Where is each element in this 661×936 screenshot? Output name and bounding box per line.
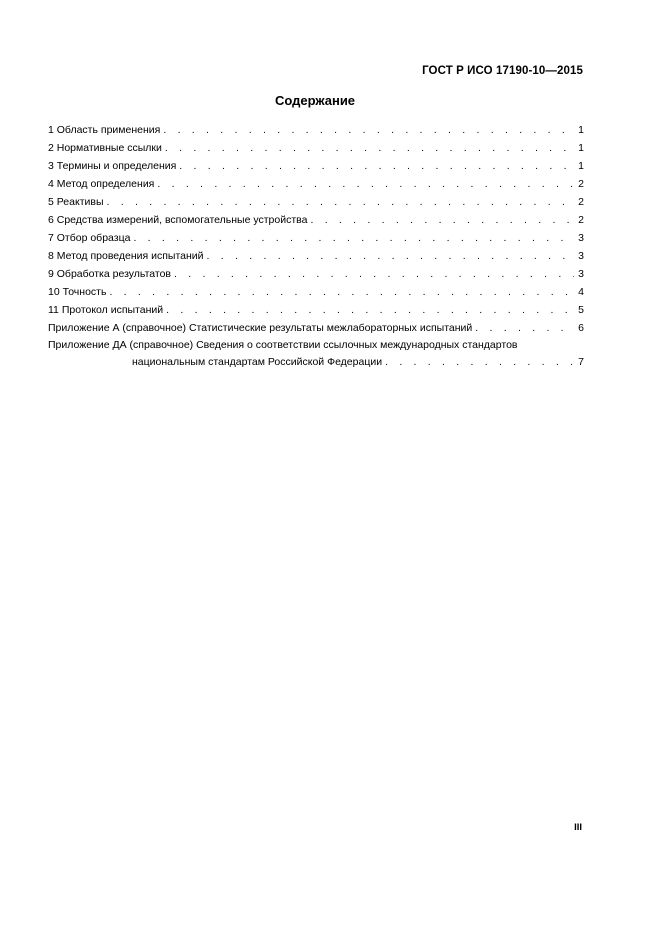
dot-leader bbox=[174, 265, 574, 283]
toc-entry-page: 2 bbox=[578, 214, 584, 226]
toc-entry[interactable] bbox=[48, 283, 584, 301]
toc-entry-label: 3 Термины и определения bbox=[48, 157, 179, 175]
toc-entry-page: 3 bbox=[578, 232, 584, 244]
dot-leader bbox=[207, 247, 575, 265]
toc-entry[interactable] bbox=[48, 175, 584, 193]
toc-entry-label: 2 Нормативные ссылки bbox=[48, 139, 165, 157]
table-of-contents bbox=[48, 121, 584, 371]
toc-entry-page: 1 bbox=[578, 124, 584, 136]
toc-entry-label: Приложение А (справочное) Статистические результаты межлабораторных испытаний bbox=[48, 319, 475, 337]
toc-entry-page: 2 bbox=[578, 178, 584, 190]
dot-leader bbox=[166, 301, 574, 319]
toc-entry-multiline[interactable] bbox=[48, 337, 584, 371]
dot-leader bbox=[107, 193, 575, 211]
toc-entry-page: 1 bbox=[578, 160, 584, 172]
toc-entry-page: 7 bbox=[578, 356, 584, 368]
toc-entry[interactable] bbox=[48, 265, 584, 283]
toc-entry-continuation bbox=[48, 353, 584, 371]
toc-entry[interactable] bbox=[48, 157, 584, 175]
toc-entry[interactable] bbox=[48, 121, 584, 139]
toc-entry-label: 10 Точность bbox=[48, 283, 109, 301]
toc-entry-label: 8 Метод проведения испытаний bbox=[48, 247, 207, 265]
toc-entry-label: 5 Реактивы bbox=[48, 193, 107, 211]
toc-entry-page: 3 bbox=[578, 250, 584, 262]
page-number: III bbox=[574, 822, 582, 833]
dot-leader bbox=[109, 283, 574, 301]
document-code: ГОСТ Р ИСО 17190-10—2015 bbox=[422, 65, 583, 77]
toc-entry[interactable] bbox=[48, 211, 584, 229]
toc-entry-page: 1 bbox=[578, 142, 584, 154]
toc-entry[interactable] bbox=[48, 139, 584, 157]
toc-entry-page: 4 bbox=[578, 286, 584, 298]
dot-leader bbox=[165, 139, 574, 157]
dot-leader bbox=[310, 211, 574, 229]
toc-entry[interactable] bbox=[48, 193, 584, 211]
toc-entry-label: 7 Отбор образца bbox=[48, 229, 133, 247]
toc-entry-page: 3 bbox=[578, 268, 584, 280]
toc-entry-page: 6 bbox=[578, 322, 584, 334]
toc-entry-page: 2 bbox=[578, 196, 584, 208]
toc-entry-label: 9 Обработка результатов bbox=[48, 265, 174, 283]
toc-entry[interactable] bbox=[48, 301, 584, 319]
toc-entry-label: 1 Область применения bbox=[48, 121, 163, 139]
dot-leader bbox=[179, 157, 574, 175]
toc-entry-label: 4 Метод определения bbox=[48, 175, 157, 193]
dot-leader bbox=[157, 175, 574, 193]
dot-leader bbox=[385, 353, 574, 371]
toc-entry-first-line bbox=[48, 337, 584, 353]
toc-entry-page: 5 bbox=[578, 304, 584, 316]
dot-leader bbox=[475, 319, 574, 337]
toc-entry-label: Приложение ДА (справочное) Сведения о соответствии ссылочных международных стандартов bbox=[48, 337, 521, 353]
toc-entry-label: 11 Протокол испытаний bbox=[48, 301, 166, 319]
toc-entry-label: 6 Средства измерений, вспомогательные устройства bbox=[48, 211, 310, 229]
toc-entry[interactable] bbox=[48, 319, 584, 337]
dot-leader bbox=[133, 229, 574, 247]
toc-entry[interactable] bbox=[48, 229, 584, 247]
toc-entry-label-continuation: национальным стандартам Российской Федерации bbox=[132, 353, 385, 371]
toc-entry[interactable] bbox=[48, 247, 584, 265]
dot-leader bbox=[163, 121, 574, 139]
toc-title: Содержание bbox=[274, 93, 356, 108]
